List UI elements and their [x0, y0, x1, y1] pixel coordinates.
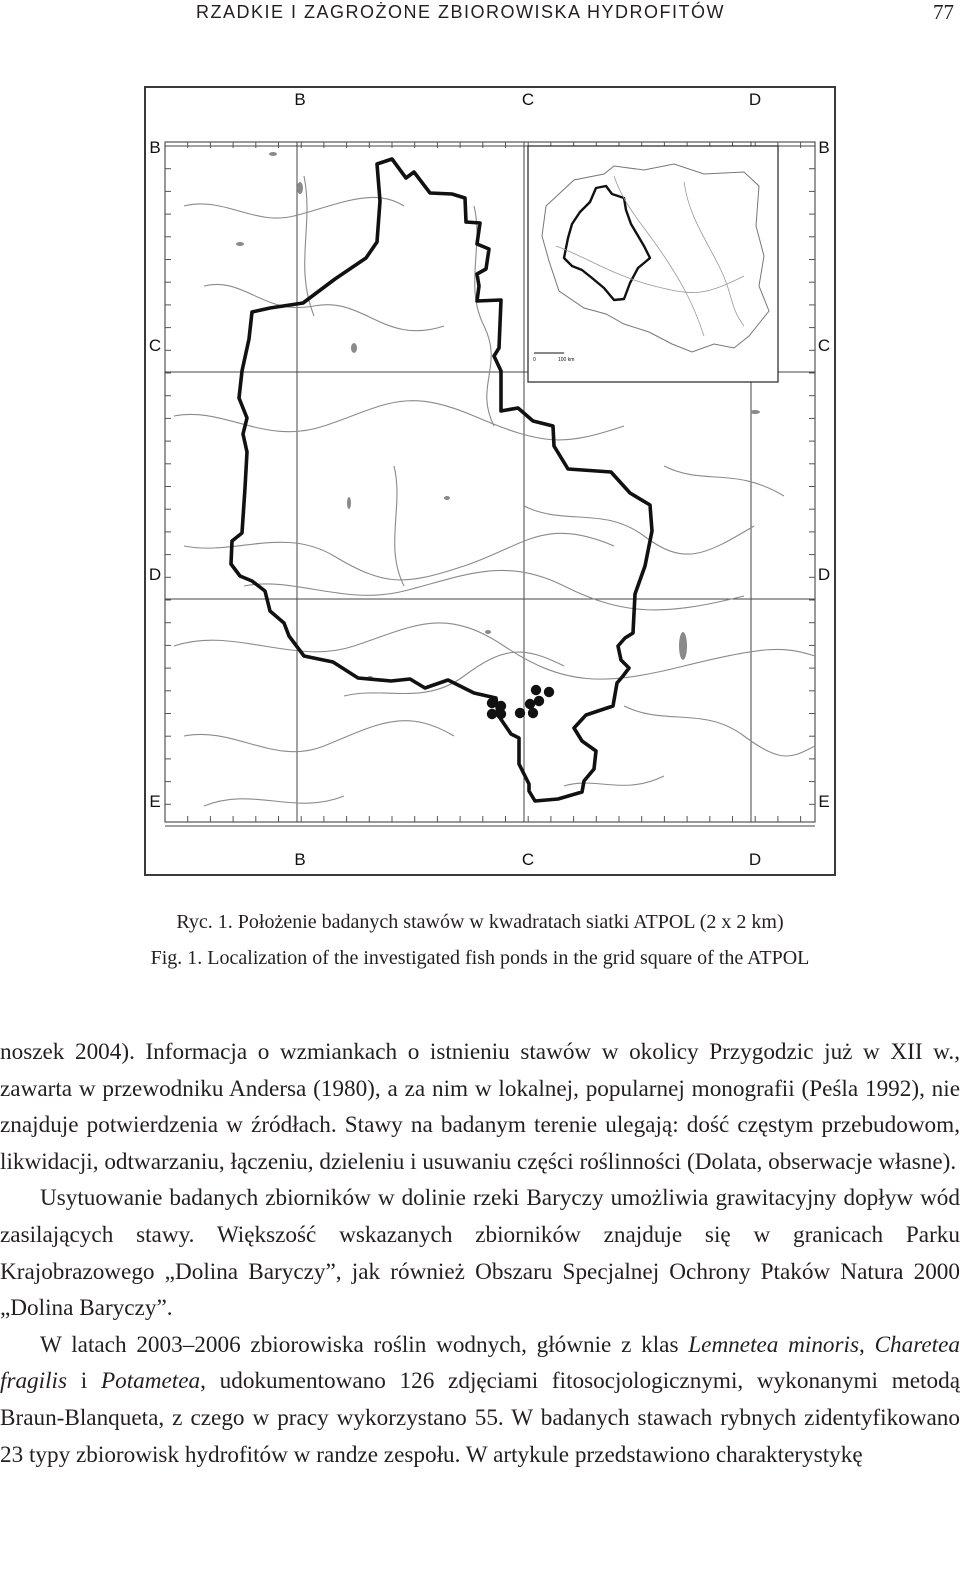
- atpol-map: [144, 86, 836, 876]
- inset-frame: [528, 146, 778, 382]
- caption-english: Fig. 1. Localization of the investigated fish ponds in the grid square of the ATPOL: [150, 947, 810, 969]
- grid-label-right-c: C: [817, 336, 831, 355]
- p3-syntaxon-charetea: Charetea fragilis: [0, 1331, 960, 1395]
- grid-label-right-b: B: [818, 138, 830, 157]
- fish-pond-marker: [487, 709, 497, 719]
- p3-syntaxon-lemnetea: Lemnetea minoris: [688, 1331, 860, 1358]
- inset-scale-zero: 0: [533, 357, 536, 363]
- fish-pond-marker: [528, 708, 538, 718]
- inset-poland-map: [528, 146, 778, 382]
- grid-label-bottom-d: D: [748, 850, 762, 869]
- grid-label-left-c: C: [148, 336, 162, 355]
- body-paragraph-2: Usytuowanie badanych zbiorników w dolinie rzeki Baryczy umożliwia grawitacyjny dopływ wód zasilających stawy. Większość wskazanych zbiorników znajduje się w granicach Parku Krajobrazowego „Dolina Baryczy”, jak również Obszaru Specjalnej Ochrony Ptaków Natura 2000 „Dolina Baryczy”.: [0, 1185, 960, 1322]
- p3-text-start: W latach 2003–2006 zbiorowiska roślin wodnych, głównie z klas: [40, 1331, 689, 1358]
- grid-label-right-e: E: [818, 792, 830, 811]
- p3-separator-1: ,: [859, 1331, 875, 1358]
- fish-pond-marker: [531, 685, 541, 695]
- p3-text-end: , udokumentowano 126 zdjęciami fitosocjologicznymi, wykonanymi metodą Braun-Blanqueta, z czego w pracy wykorzystano 55. W badanych stawach rybnych zidentyfikowano 23 typy zbiorowisk hydrofitów w randze zespołu. W artykule przedstawiono charakterystykę: [0, 1368, 960, 1468]
- fish-pond-marker: [525, 699, 535, 709]
- grid-label-left-e: E: [149, 792, 161, 811]
- running-header: [0, 0, 960, 30]
- fish-pond-marker: [496, 709, 506, 719]
- p3-syntaxon-potametea: Potametea: [100, 1368, 201, 1395]
- fish-pond-marker: [544, 687, 554, 697]
- grid-label-top-c: C: [521, 90, 535, 109]
- grid-label-top-b: B: [294, 90, 306, 109]
- grid-label-bottom-b: B: [294, 850, 306, 869]
- running-title: RZADKIE I ZAGROŻONE ZBIOROWISKA HYDROFITÓW: [196, 2, 726, 22]
- fish-pond-marker: [534, 696, 544, 706]
- grid-label-top-d: D: [748, 90, 762, 109]
- page-number: 77: [933, 0, 954, 24]
- grid-label-right-d: D: [817, 565, 831, 584]
- article-body: [0, 1034, 960, 1473]
- p3-separator-2: i: [67, 1368, 101, 1395]
- grid-label-left-d: D: [148, 565, 162, 584]
- fish-pond-marker: [515, 708, 525, 718]
- inset-scale-distance: 100 km: [558, 357, 575, 363]
- body-paragraph-1: noszek 2004). Informacja o wzmiankach o istnieniu stawów w okolicy Przygodzic już w XII w., zawarta w przewodniku Andersa (1980), a za nim w lokalnej, popularnej monografii (Peśla 1992), nie znajduje potwierdzenia w źródłach. Stawy na badanym terenie ulegają: dość częstym przebudowom, likwidacji, odtwarzaniu, łączeniu, dzieleniu i usuwaniu części roślinności (Dolata, obserwacje własne).: [0, 1039, 960, 1175]
- figure-captions: [0, 907, 960, 973]
- atpol-map-figure: [144, 86, 836, 876]
- grid-label-left-b: B: [149, 138, 161, 157]
- caption-polish: Ryc. 1. Położenie badanych stawów w kwadratach siatki ATPOL (2 x 2 km): [176, 911, 784, 933]
- fish-pond-marker: [487, 698, 497, 708]
- body-paragraph-3: [0, 1327, 960, 1473]
- grid-label-bottom-c: C: [521, 850, 535, 869]
